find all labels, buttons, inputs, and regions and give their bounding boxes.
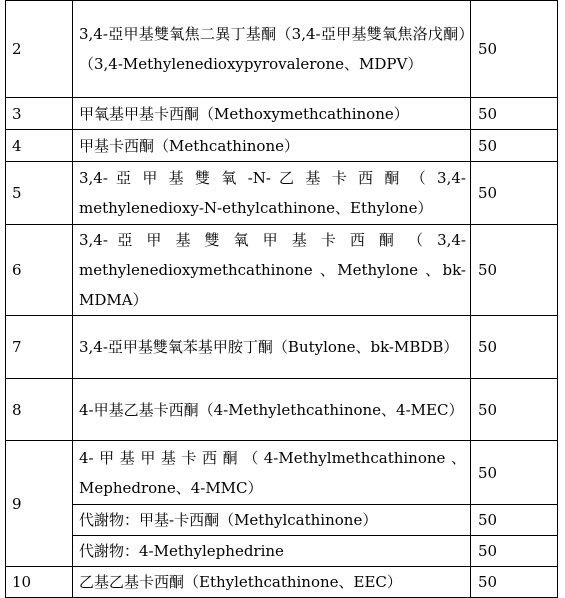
row-number: 9 (6, 441, 73, 567)
metabolite-name: 代謝物：4-Methylephedrine (73, 536, 471, 567)
threshold-value: 50 (471, 162, 558, 225)
table-row (6, 225, 558, 316)
substance-name: 3,4- 亞 甲 基 雙 氧 -N- 乙 基 卡 西 酮 （ 3,4-methylenedioxy-N-ethylcathinone、Ethylone） (73, 162, 471, 225)
threshold-value: 50 (471, 441, 558, 505)
row-number: 6 (6, 225, 73, 316)
substance-name: 3,4-亞甲基雙氧苯基甲胺丁酮（Butylone、bk-MBDB） (73, 316, 471, 379)
table-row (6, 130, 558, 162)
threshold-value: 50 (471, 98, 558, 130)
row-number: 2 (6, 1, 73, 98)
substance-name: 3,4-亞甲基雙氧焦二異丁基酮（3,4-亞甲基雙氧焦洛戊酮）（3,4-Methylenedioxypyrovalerone、MDPV） (73, 1, 471, 98)
table-row (6, 505, 558, 536)
threshold-value: 50 (471, 536, 558, 567)
threshold-value: 50 (471, 505, 558, 536)
substance-name: 4-甲基甲基卡西酮（4-Methylmethcathinone、Mephedrone、4-MMC） (73, 441, 471, 505)
table-row (6, 316, 558, 379)
substance-name: 4-甲基乙基卡西酮（4-Methylethcathinone、4-MEC） (73, 379, 471, 441)
table-row (6, 536, 558, 567)
threshold-value: 50 (471, 225, 558, 316)
substance-name: 甲基卡西酮（Methcathinone） (73, 130, 471, 162)
table-row (6, 1, 558, 98)
row-number: 7 (6, 316, 73, 379)
row-number: 4 (6, 130, 73, 162)
row-number: 8 (6, 379, 73, 441)
substance-name: 乙基乙基卡西酮（Ethylethcathinone、EEC） (73, 567, 471, 598)
threshold-value: 50 (471, 567, 558, 598)
table-row (6, 441, 558, 505)
table-row (6, 98, 558, 130)
threshold-value: 50 (471, 316, 558, 379)
threshold-value: 50 (471, 1, 558, 98)
substance-name: 3,4- 亞 甲 基 雙 氧 甲 基 卡 西 酮 （ 3,4-methylenedioxymethcathinone 、Methylone 、bk-MDMA） (73, 225, 471, 316)
table-row (6, 379, 558, 441)
threshold-value: 50 (471, 130, 558, 162)
table-row (6, 162, 558, 225)
table-row (6, 567, 558, 598)
row-number: 10 (6, 567, 73, 598)
threshold-value: 50 (471, 379, 558, 441)
row-number: 5 (6, 162, 73, 225)
substance-name: 甲氧基甲基卡西酮（Methoxymethcathinone） (73, 98, 471, 130)
row-number: 3 (6, 98, 73, 130)
substance-table (5, 0, 558, 598)
metabolite-name: 代謝物：甲基-卡西酮（Methylcathinone） (73, 505, 471, 536)
